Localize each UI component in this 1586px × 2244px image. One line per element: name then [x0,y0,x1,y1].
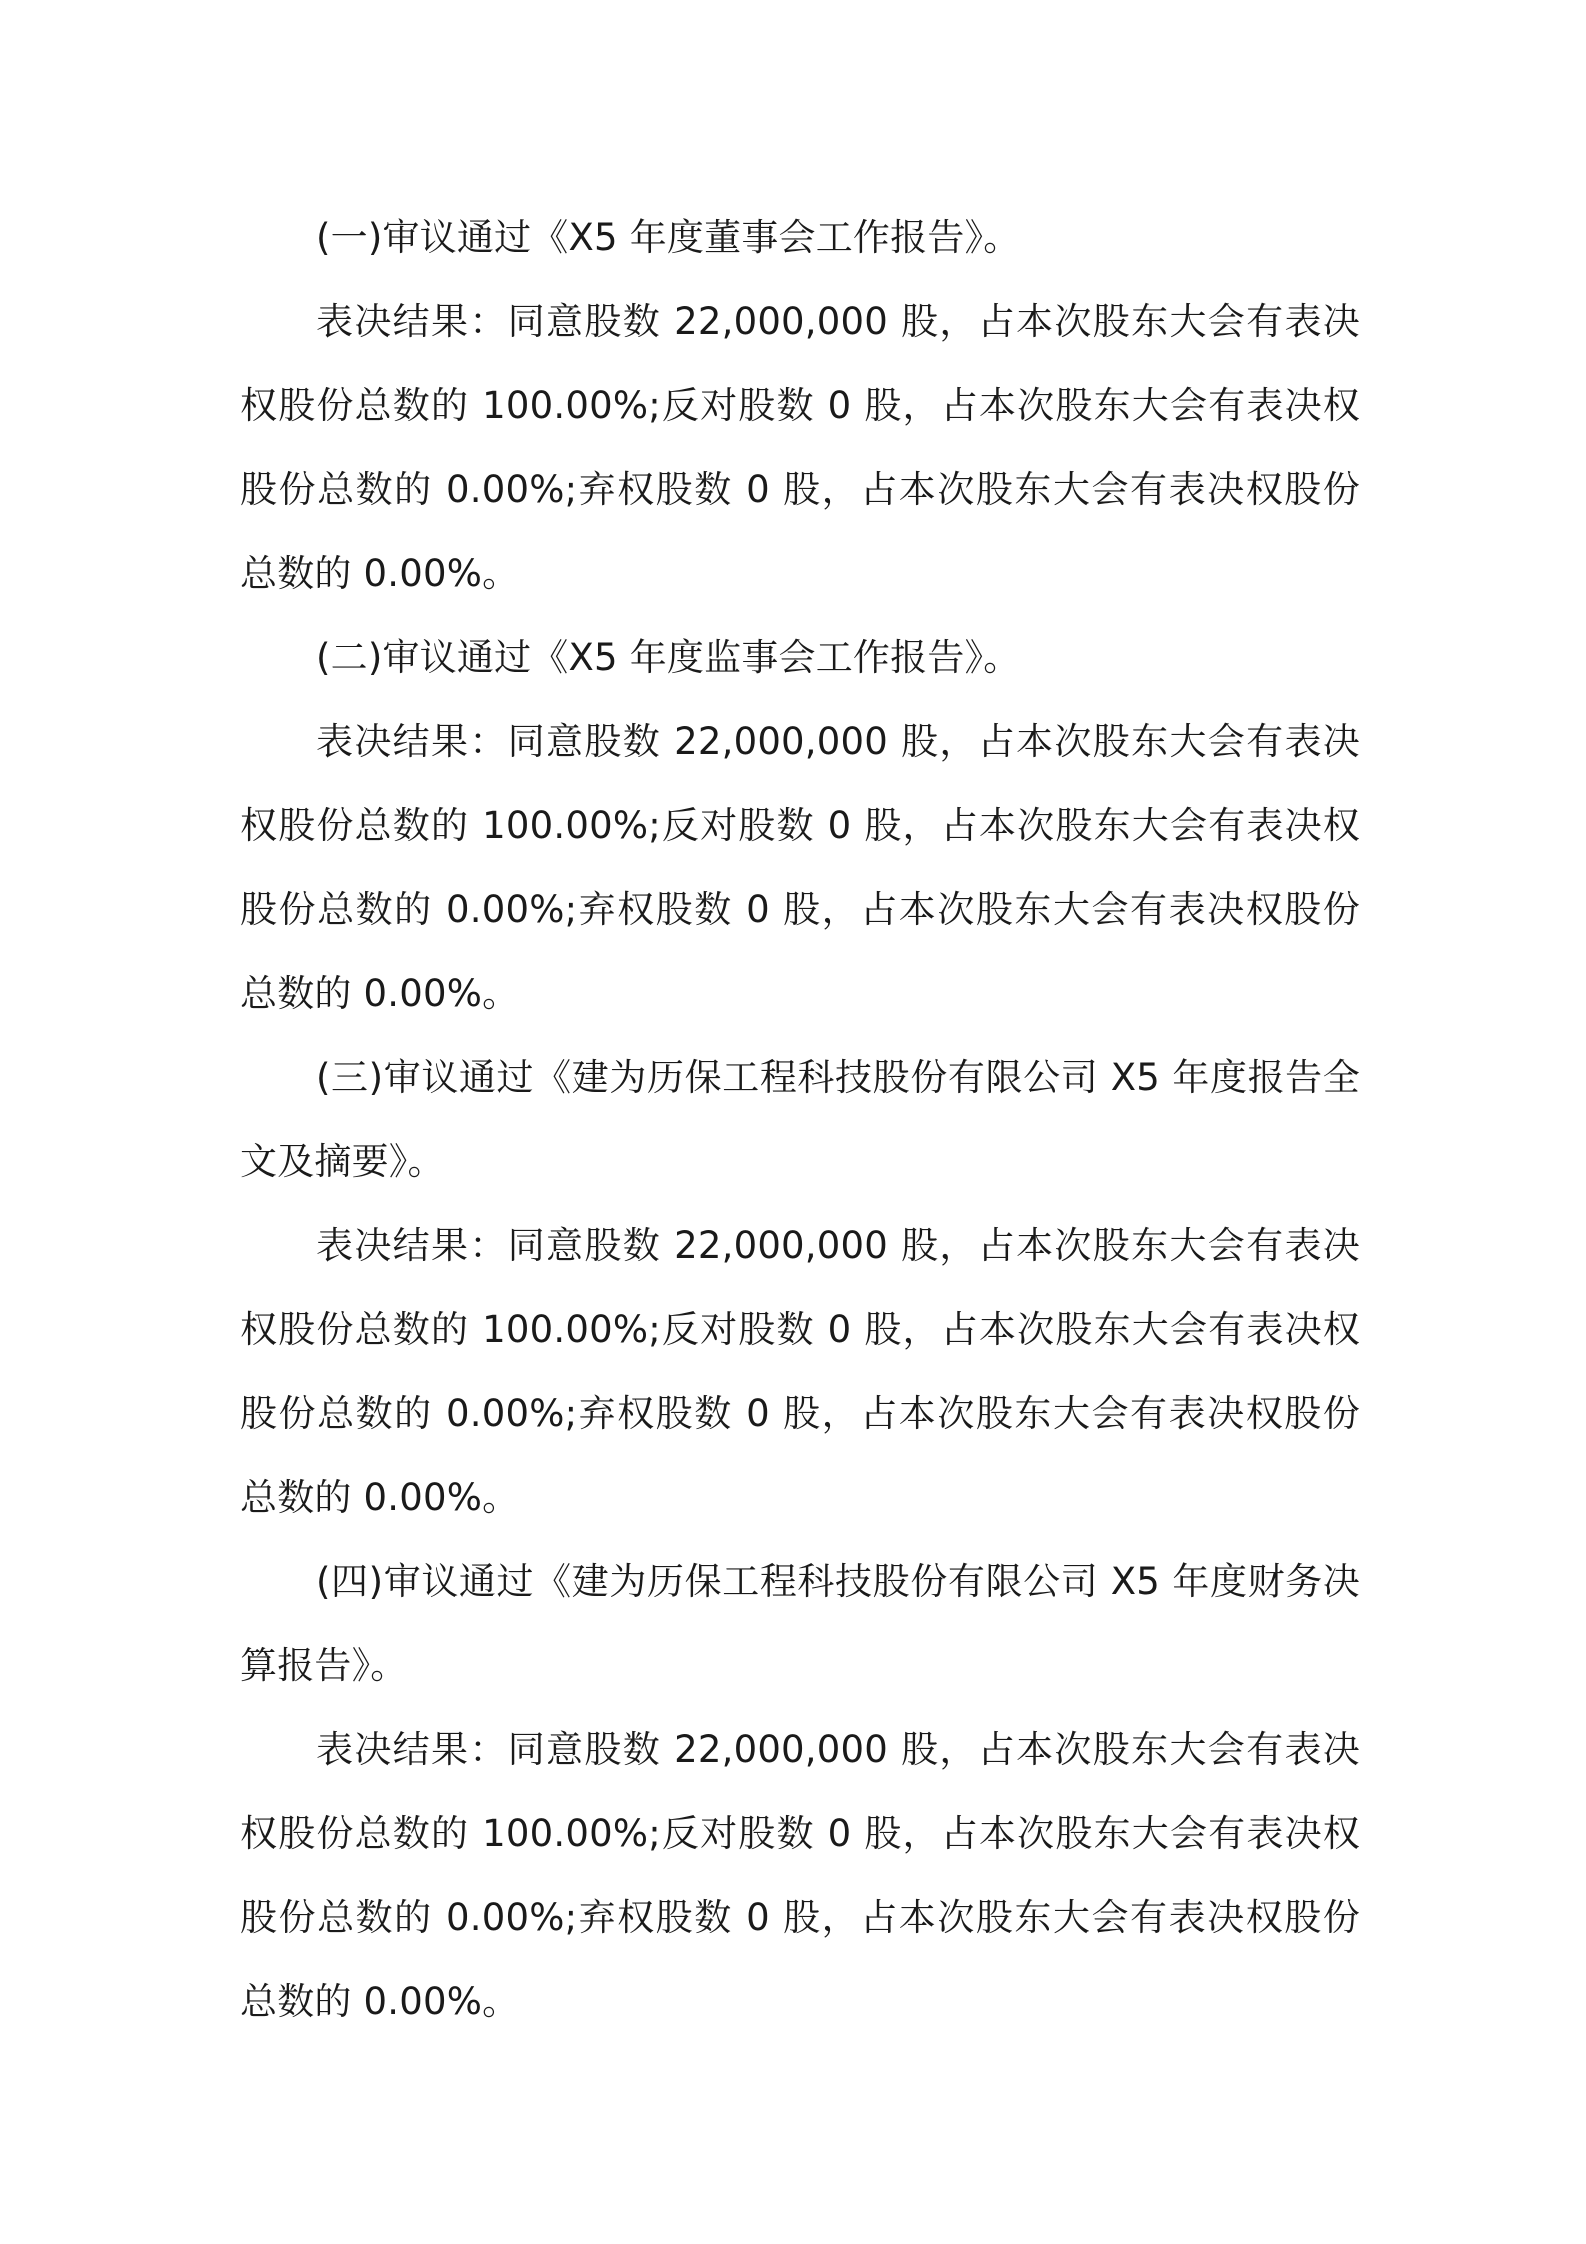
vote-result-3: 表决结果：同意股数 22,000,000 股，占本次股东大会有表决权股份总数的 100.00%;反对股数 0 股，占本次股东大会有表决权股份总数的 0.00%;弃权股数 0 股，占本次股东大会有表决权股份总数的 0.00%。 [240,1224,1360,1519]
section-heading-4: (四)审议通过《建为历保工程科技股份有限公司 X5 年度财务决算报告》。 [240,1560,1360,1687]
vote-result-4: 表决结果：同意股数 22,000,000 股，占本次股东大会有表决权股份总数的 100.00%;反对股数 0 股，占本次股东大会有表决权股份总数的 0.00%;弃权股数 0 股，占本次股东大会有表决权股份总数的 0.00%。 [240,1728,1360,2023]
document-body [240,196,1360,2044]
section-heading-2: (二)审议通过《X5 年度监事会工作报告》。 [316,636,1021,679]
section-heading-3: (三)审议通过《建为历保工程科技股份有限公司 X5 年度报告全文及摘要》。 [240,1056,1360,1183]
section-heading-1: (一)审议通过《X5 年度董事会工作报告》。 [316,216,1021,259]
vote-result-2: 表决结果：同意股数 22,000,000 股，占本次股东大会有表决权股份总数的 100.00%;反对股数 0 股，占本次股东大会有表决权股份总数的 0.00%;弃权股数 0 股，占本次股东大会有表决权股份总数的 0.00%。 [240,720,1360,1015]
vote-result-1: 表决结果：同意股数 22,000,000 股，占本次股东大会有表决权股份总数的 100.00%;反对股数 0 股，占本次股东大会有表决权股份总数的 0.00%;弃权股数 0 股，占本次股东大会有表决权股份总数的 0.00%。 [240,300,1360,595]
